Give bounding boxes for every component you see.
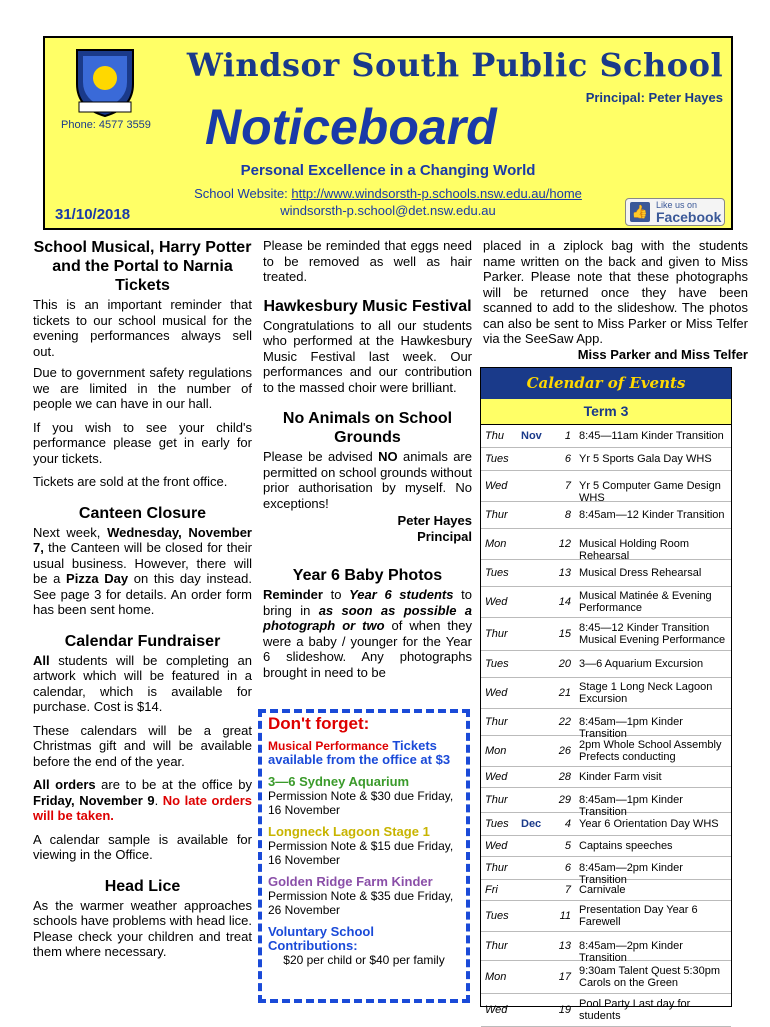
calendar-heading: Calendar of Events (481, 368, 731, 399)
calendar-day: Fri (485, 884, 498, 896)
calendar-date: 1 (564, 430, 571, 442)
calendar-date: 13 (558, 567, 571, 579)
calendar-date: 21 (558, 687, 571, 699)
reminder-golden-ridge: Golden Ridge Farm Kinder Permission Note & $35 due Friday, 26 November (268, 874, 454, 917)
calendar-row (481, 736, 731, 767)
lice-text: As the warmer weather approaches schools have problems with head lice. Please check your children and treat them where necessary. (33, 897, 252, 959)
calendar-row (481, 994, 731, 1027)
calendar-rows (481, 425, 731, 1027)
calendar-row (481, 880, 731, 901)
calendar-date: 17 (558, 971, 571, 983)
website-link[interactable]: http://www.windsorsth-p.schools.nsw.edu.au/home (291, 186, 582, 201)
calendar-day: Wed (485, 480, 508, 492)
calendar-date: 5 (564, 840, 571, 852)
baby-photos-heading: Year 6 Baby Photos (292, 567, 443, 584)
calendar-event: 8:45am—1pm Kinder Transition (579, 716, 683, 740)
music-festival-text: Congratulations to all our students who performed at the Hawkesbury Music Festival last week. Our performances and our contribution to the massed choir were brilliant. (263, 317, 472, 395)
calendar-row (481, 651, 731, 678)
calendar-event: 3—6 Aquarium Excursion (579, 658, 704, 670)
column-1 (33, 238, 252, 968)
calendar-month: Dec (521, 818, 542, 830)
baby-photos-text: Reminder to Year 6 students to bring in as soon as possible a photograph or two of when they were a baby / younger for the Year 6 slideshow. Any photographs brought in need to be (263, 587, 473, 680)
fundraiser-text-2: These calendars will be a great Christmas gift and will be available before the end of the year. (33, 722, 252, 769)
musical-text-1: This is an important reminder that tickets to our school musical for the evening performances always sell out. (33, 297, 252, 359)
newsletter-header (43, 36, 733, 230)
calendar-row (481, 529, 731, 560)
fundraiser-text-3: All orders are to be at the office by Friday, November 9. No late orders will be taken. (33, 777, 253, 823)
email-link[interactable]: windsorsth-p.school@det.nsw.edu.au (280, 203, 496, 218)
calendar-month: Nov (521, 430, 542, 442)
canteen-text: Next week, Wednesday, November 7, the Canteen will be closed for their usual business. However, there will be a Pizza Day on this day instead. See page 3 for details. An order form has been sent home. (33, 524, 252, 617)
calendar-event: 8:45am—2pm Kinder Transition (579, 940, 683, 964)
calendar-day: Tues (485, 818, 509, 830)
calendar-event: 8:45—11am Kinder Transition (579, 430, 724, 442)
signature-role: Principal (417, 528, 472, 544)
calendar-event: Musical Holding Room Rehearsal (579, 538, 690, 562)
school-motto: Personal Excellence in a Changing World (240, 162, 536, 179)
calendar-row (481, 932, 731, 964)
calendar-of-events (480, 367, 732, 1022)
baby-photos-continued: placed in a ziplock bag with the students name written on the back and given to Miss Parker. Please note that these photographs will be returned once they have been scanned to add to the slideshow. The photos can also be sent to Miss Parker or Miss Telfer via the SeeSaw App. (483, 238, 748, 346)
baby-photos-signature: Miss Parker and Miss Telfer (577, 346, 748, 362)
calendar-event: Captains speeches (579, 840, 673, 852)
calendar-date: 15 (558, 628, 571, 640)
facebook-like-button[interactable] (625, 198, 725, 226)
animals-heading: No Animals on School Grounds (282, 410, 453, 446)
fundraiser-text-4: A calendar sample is available for viewing in the Office. (33, 831, 252, 862)
calendar-day: Thur (485, 862, 508, 874)
calendar-row (481, 618, 731, 651)
calendar-date: 6 (564, 862, 571, 874)
calendar-row (481, 767, 731, 788)
calendar-day: Thur (485, 509, 508, 521)
school-name: Windsor South Public School (186, 46, 724, 84)
fundraiser-text-1: All students will be completing an artwork which will be featured in a calendar, which is available for purchase. Cost is $14. (33, 652, 252, 714)
reminder-longneck: Longneck Lagoon Stage 1 Permission Note & $15 due Friday, 16 November (268, 824, 454, 867)
musical-heading: School Musical, Harry Potter and the Portal to Narnia Tickets (33, 239, 252, 294)
lice-heading: Head Lice (104, 877, 181, 895)
issue-date: 31/10/2018 (55, 206, 131, 223)
calendar-row (481, 587, 731, 618)
calendar-row (481, 788, 731, 818)
calendar-date: 12 (558, 538, 571, 550)
calendar-event: 8:45am—2pm Kinder Transition (579, 862, 683, 886)
calendar-day: Wed (485, 596, 508, 608)
page-title: Noticeboard (205, 99, 497, 155)
dont-forget-box (258, 709, 470, 1003)
calendar-day: Thur (485, 628, 508, 640)
signature-name: Peter Hayes (397, 513, 472, 528)
thumbs-up-icon: 👍 (630, 202, 650, 222)
calendar-day: Mon (485, 538, 507, 550)
reminder-contributions: Voluntary School Contributions: $20 per child or $40 per family (268, 924, 445, 967)
school-crest-logo (73, 46, 137, 118)
calendar-event: 9:30am Talent Quest 5:30pm Carols on the Green (579, 965, 721, 989)
calendar-event: Yr 5 Computer Game Design WHS (579, 480, 721, 504)
musical-text-2: Due to government safety regulations we are limited in the number of people we can have in our hall. (33, 365, 252, 411)
reminder-musical: Musical Performance Tickets available from the office at $3 (268, 738, 451, 767)
calendar-day: Wed (485, 840, 508, 852)
calendar-date: 22 (558, 716, 571, 728)
calendar-event: Yr 5 Sports Gala Day WHS (579, 453, 712, 465)
calendar-date: 14 (558, 596, 571, 608)
calendar-date: 26 (558, 745, 571, 757)
calendar-day: Thur (485, 716, 508, 728)
fundraiser-heading: Calendar Fundraiser (64, 632, 221, 650)
website-label: School Website: (194, 186, 292, 201)
facebook-like-label: Like us on (656, 200, 698, 210)
calendar-event: Musical Matinée & Evening Performance (579, 590, 712, 614)
calendar-event: Pool Party Last day for students (579, 998, 691, 1022)
calendar-date: 29 (558, 794, 571, 806)
calendar-day: Mon (485, 971, 507, 983)
calendar-event: Musical Dress Rehearsal (579, 567, 702, 579)
calendar-date: 6 (564, 453, 571, 465)
calendar-term: Term 3 (481, 399, 731, 425)
reminder-aquarium: 3—6 Sydney Aquarium Permission Note & $30 due Friday, 16 November (268, 774, 454, 817)
calendar-date: 20 (558, 658, 571, 670)
calendar-event: 8:45am—1pm Kinder Transition (579, 794, 683, 818)
calendar-row (481, 709, 731, 740)
calendar-event: Carnivale (579, 884, 626, 896)
calendar-row (481, 961, 731, 994)
calendar-date: 28 (558, 771, 571, 783)
calendar-event: 8:45—12 Kinder Transition Musical Evening Performance (579, 622, 726, 646)
calendar-event: Presentation Day Year 6 Farewell (579, 904, 698, 928)
calendar-row (481, 813, 731, 836)
calendar-date: 7 (564, 480, 571, 492)
calendar-event: 2pm Whole School Assembly Prefects conducting (579, 739, 722, 763)
calendar-day: Wed (485, 771, 508, 783)
dont-forget-heading: Don't forget: (268, 714, 370, 733)
calendar-day: Wed (485, 687, 508, 699)
calendar-day: Wed (485, 1004, 508, 1016)
calendar-row (481, 678, 731, 709)
calendar-row (481, 502, 731, 529)
calendar-date: 7 (564, 884, 571, 896)
calendar-day: Tues (485, 910, 509, 922)
calendar-event: Stage 1 Long Neck Lagoon Excursion (579, 681, 713, 705)
calendar-event: Year 6 Orientation Day WHS (579, 818, 719, 830)
facebook-name: Facebook (656, 209, 722, 225)
canteen-heading: Canteen Closure (78, 504, 207, 522)
music-festival-heading: Hawkesbury Music Festival (263, 297, 472, 315)
phone-number: Phone: 4577 3559 (61, 119, 151, 131)
calendar-day: Tues (485, 567, 509, 579)
calendar-date: 19 (558, 1004, 571, 1016)
calendar-day: Tues (485, 658, 509, 670)
calendar-event: Kinder Farm visit (579, 771, 662, 783)
calendar-day: Thur (485, 940, 508, 952)
column-2 (263, 238, 472, 688)
calendar-row (481, 425, 731, 448)
musical-text-4: Tickets are sold at the front office. (33, 474, 228, 489)
calendar-date: 8 (564, 509, 571, 521)
musical-text-3: If you wish to see your child's performance please get in early for your tickets. (33, 419, 252, 466)
calendar-row (481, 836, 731, 857)
calendar-event: 8:45am—12 Kinder Transition (579, 509, 725, 521)
calendar-day: Mon (485, 745, 507, 757)
calendar-row (481, 901, 731, 932)
calendar-row (481, 448, 731, 471)
calendar-row (481, 857, 731, 886)
animals-text: Please be advised NO animals are permitted on school grounds without prior authorisation by myself. No exceptions! (263, 449, 472, 511)
calendar-date: 11 (559, 910, 571, 922)
calendar-day: Tues (485, 453, 509, 465)
column-3 (483, 238, 748, 362)
calendar-row (481, 471, 731, 502)
calendar-row (481, 560, 731, 587)
calendar-date: 13 (558, 940, 571, 952)
principal-name: Principal: Peter Hayes (585, 90, 723, 105)
calendar-date: 4 (564, 818, 571, 830)
eggs-text: Please be reminded that eggs need to be removed as well as hair treated. (263, 238, 472, 284)
calendar-day: Thur (485, 794, 508, 806)
calendar-day: Thu (485, 430, 504, 442)
